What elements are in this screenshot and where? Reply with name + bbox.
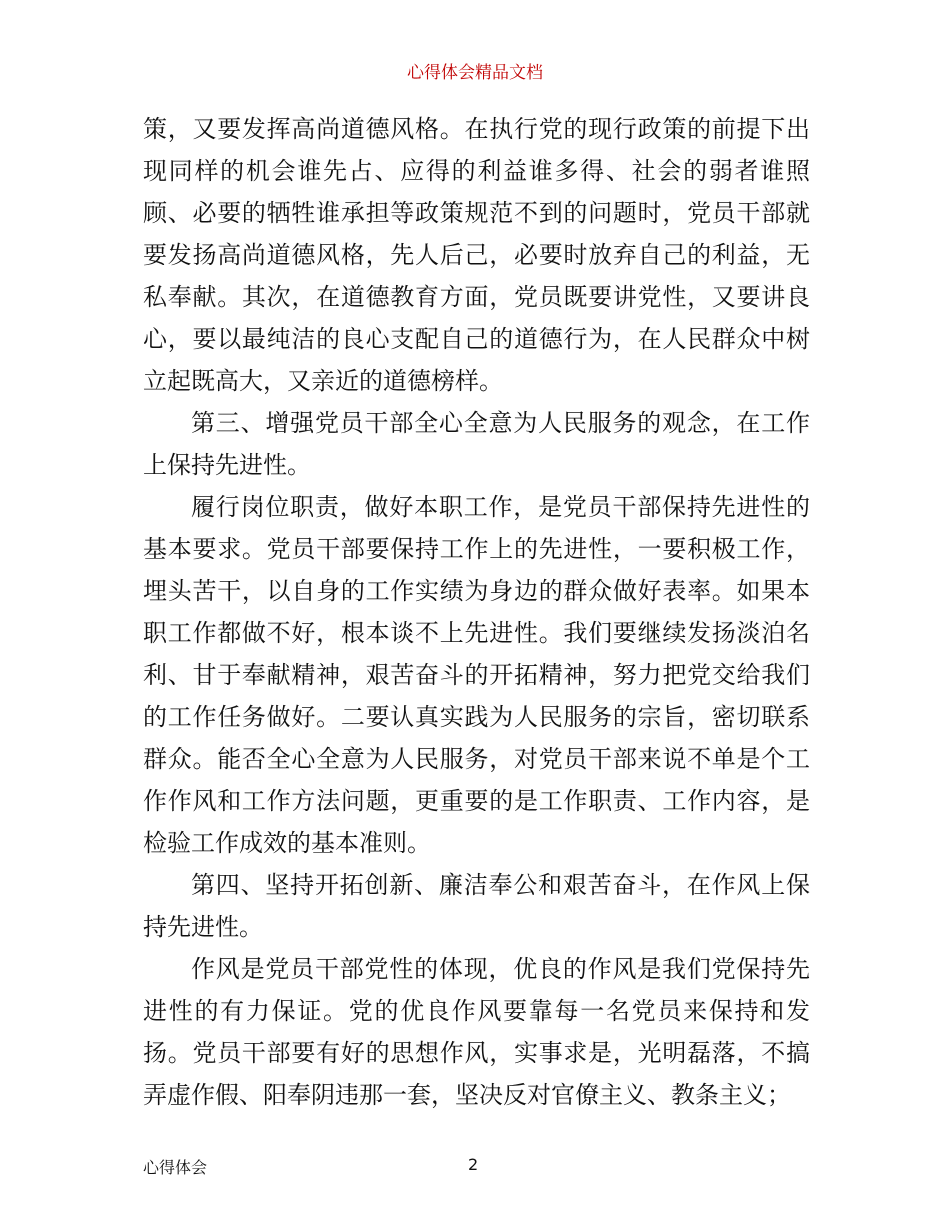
footer-label: 心得体会 [143,1158,208,1177]
paragraph-continuation: 策，又要发挥高尚道德风格。在执行党的现行政策的前提下出现同样的机会谁先占、应得的利益谁多得、社会的弱者谁照顾、必要的牺牲谁承担等政策规范不到的问题时，党员干部就要发扬高尚道德风格，先人后己，必要时放弃自己的利益，无私奉献。其次，在道德教育方面，党员既要讲党性，又要讲良心，要以最纯洁的良心支配自己的道德行为，在人民群众中树立起既高大，又亲近的道德榜样。 [143,115,810,395]
document-header-title: 心得体会精品文档 [407,63,543,83]
document-body [143,108,810,1116]
paragraph-heading-fourth: 第四、坚持开拓创新、廉洁奉公和艰苦奋斗，在作风上保持先进性。 [143,871,810,941]
paragraph-duty: 履行岗位职责，做好本职工作，是党员干部保持先进性的基本要求。党员干部要保持工作上的先进性，一要积极工作，埋头苦干，以自身的工作实绩为身边的群众做好表率。如果本职工作都做不好，根本谈不上先进性。我们要继续发扬淡泊名利、甘于奉献精神，艰苦奋斗的开拓精神，努力把党交给我们的工作任务做好。二要认真实践为人民服务的宗旨，密切联系群众。能否全心全意为人民服务，对党员干部来说不单是个工作作风和工作方法问题，更重要的是工作职责、工作内容，是检验工作成效的基本准则。 [143,493,810,857]
paragraph-style: 作风是党员干部党性的体现，优良的作风是我们党保持先进性的有力保证。党的优良作风要靠每一名党员来保持和发扬。党员干部要有好的思想作风，实事求是，光明磊落，不搞弄虚作假、阳奉阴违那一套，坚决反对官僚主义、教条主义； [143,955,810,1109]
paragraph-heading-third: 第三、增强党员干部全心全意为人民服务的观念，在工作上保持先进性。 [143,409,810,479]
page-number: 2 [468,1155,479,1174]
